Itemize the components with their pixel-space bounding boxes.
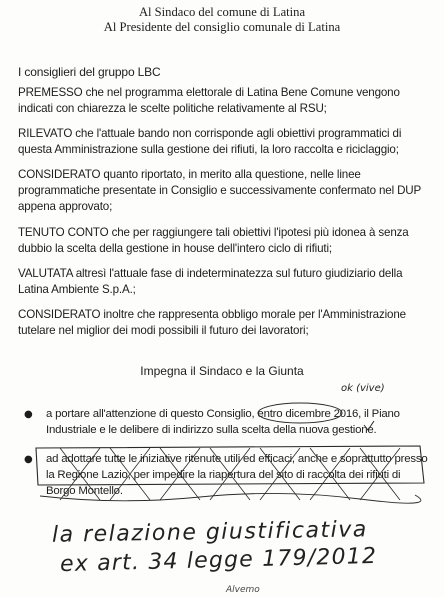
commitment-item-regione-lazio: ad adottare tutte le iniziative ritenute utili ed efficaci, anche e soprattutto presso la Regione Lazio, per impedire la riapertura del sito di raccolta dei rifiuti di Borgo Montello. bbox=[46, 453, 428, 497]
group-title: I consiglieri del gruppo LBC bbox=[18, 65, 161, 79]
handwritten-note-line1: la relazione giustificativa bbox=[51, 517, 368, 548]
ink-box-item2 bbox=[36, 446, 424, 485]
addressee-council-president: Al Presidente del consiglio comunale di Latina bbox=[103, 20, 341, 34]
bullet-icon: ● bbox=[24, 409, 33, 420]
paragraph-tenuto-conto: TENUTO CONTO che per raggiungere tali obiettivi l'ipotesi più idonea à senza dubbio la scelta della gestione in house dell'intero ciclo di rifiuti; bbox=[18, 226, 409, 255]
paragraph-valutata: VALUTATA altresì l'attuale fase di indeterminatezza sul futuro giudiziario della Latina Ambiente S.p.A.; bbox=[18, 267, 403, 296]
paragraph-considerato-inoltre: CONSIDERATO inoltre che rappresenta obbligo morale per l'Amministrazione tutelare nel miglior dei modi possibili il futuro dei lavoratori; bbox=[18, 308, 406, 337]
handwritten-initials: Alvemo bbox=[226, 585, 260, 595]
addressee-mayor: Al Sindaco del comune di Latina bbox=[138, 5, 306, 19]
bullet-icon: ● bbox=[24, 454, 33, 465]
paragraph-rilevato: RILEVATO che l'attuale bando non corrisponde agli obiettivi programmatici di questa Amministrazione sulla gestione dei rifiuti, la loro raccolta e riciclaggio; bbox=[18, 127, 402, 156]
paragraph-premesso: PREMESSO che nel programma elettorale di Latina Bene Comune vengono indicati con chiarezza le scelte politiche relativamente al RSU; bbox=[18, 86, 400, 115]
ink-hatching bbox=[60, 448, 400, 500]
paragraph-considerato: CONSIDERATO quanto riportato, in merito alla questione, nelle linee programmatiche presentate in Consiglio e successivamente confermato nel DUP appena approvato; bbox=[18, 168, 421, 213]
handwritten-ok-note: ok (vive) bbox=[341, 383, 385, 394]
ink-circle-date bbox=[258, 403, 342, 423]
impegna-heading: Impegna il Sindaco e la Giunta bbox=[140, 364, 304, 378]
check-mark-icon bbox=[364, 421, 374, 430]
commitment-item-piano-industriale: a portare all'attenzione di questo Consiglio, entro dicembre 2016, il Piano Industriale e le delibere di indirizzo sulla scelta della nuova gestione. bbox=[46, 408, 400, 436]
handwritten-note-line2: ex art. 34 legge 179/2012 bbox=[59, 543, 378, 578]
